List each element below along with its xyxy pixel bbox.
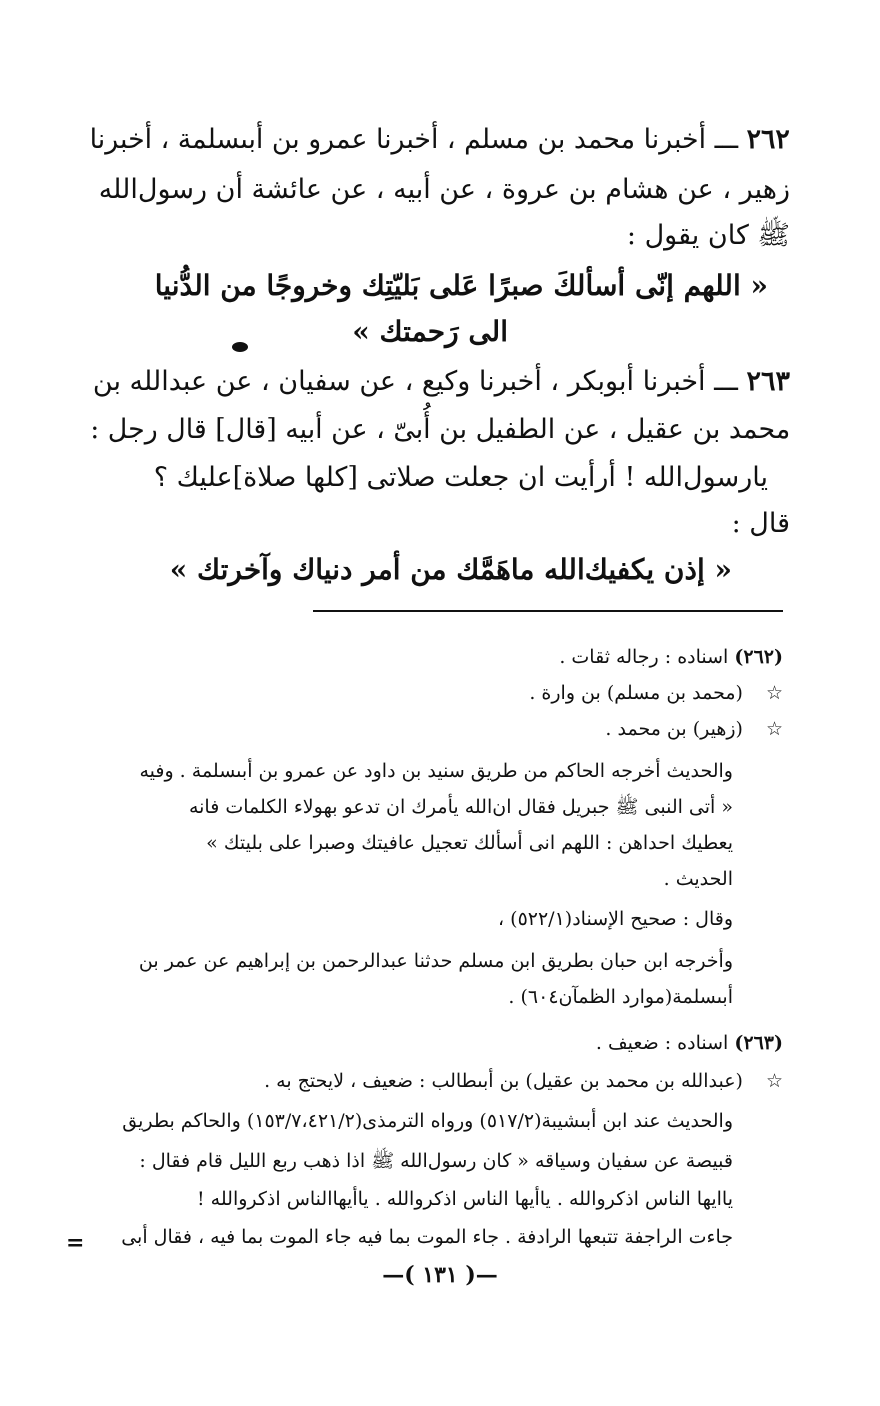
hadith-262-line-3: ﷺ كان يقول : [626,220,790,251]
footnote-262-number: (٢٦٢) [734,646,783,668]
footnote-262-note-2 [605,712,783,746]
footnote-262-note-2-text: (زهير) بن محمد . [605,718,743,740]
star-icon: ☆ [765,682,783,704]
hadith-263-line-4: قال : [731,508,790,539]
separator-dot [232,342,248,352]
hadith-263-line-3: يارسول‌الله ! أرأيت ان جعلت صلاتى [كلها صلاة]عليك ؟ [153,462,768,493]
footnote-262-isnad: اسناده : رجاله ثقات . [559,646,729,668]
footnote-262-text-3: يعطيك احداهن : اللهم انى أسألك تعجيل عافيتك وصبرا على بليتك » [206,832,733,854]
footnote-262-text-1: والحديث أخرجه الحاكم من طريق سنيد بن داود عن عمرو بن أبىسلمة . وفيه [139,760,733,782]
footnote-262-text-7: أبىسلمة(موارد الظمآن٦٠٤) . [508,986,733,1008]
hadith-263-number: ٢٦٣ [746,366,790,397]
star-icon: ☆ [765,718,783,740]
footnote-262-head [559,640,783,674]
footnote-263-text-2: قبيصة عن سفيان وسياقه « كان رسول‌الله ﷺ اذا ذهب ربع الليل قام فقال : [139,1150,733,1172]
hadith-262-text-1: أخبرنا محمد بن مسلم ، أخبرنا عمرو بن أبىسلمة ، أخبرنا [89,124,707,155]
footnote-263-text-4: جاءت الراجفة تتبعها الرادفة . جاء الموت بما فيه جاء الموت بما فيه ، فقال أبى [121,1226,733,1248]
hadith-263-line-2: محمد بن عقيل ، عن الطفيل بن أُبىّ ، عن أبيه [قال] قال رجل : [90,414,790,445]
hadith-262-quote-2: الى رَحمتك » [352,315,508,348]
footnote-262-note-1 [529,676,783,710]
footnote-263-isnad: اسناده : ضعيف . [595,1032,729,1054]
footnote-262-text-4: الحديث . [663,868,733,890]
footnote-262-text-2: « أتى النبى ﷺ جبريل فقال ان‌الله يأمرك ان تدعو بهولاء الكلمات فانه [188,796,733,818]
footnote-separator [313,610,783,612]
hadith-263-quote-1: « إذن يكفيك‌الله ماهَمَّك من أمر دنياك وآخرتك » [169,553,732,586]
hadith-263-dash: ـــ [714,366,738,397]
hadith-262-quote-1: « اللهم إنّى أسألكَ صبرًا عَلى بَليّتِك وخروجًا من الدُّنيا [154,269,768,302]
footnote-263-note-1-text: (عبدالله بن محمد بن عقيل) بن أبىطالب : ضعيف ، لايحتج به . [264,1070,743,1092]
continuation-mark: = [66,1230,85,1256]
hadith-262-line-2: زهير ، عن هشام بن عروة ، عن أبيه ، عن عائشة أن رسول‌الله [98,174,790,205]
footnote-262-text-5: وقال : صحيح الإسناد(٥٢٢/١) ، [497,908,733,930]
hadith-262-dash: ـــ [714,124,739,155]
footnote-263-head [596,1026,783,1060]
star-icon: ☆ [765,1070,783,1092]
footnote-262-note-1-text: (محمد بن مسلم) بن وارة . [529,682,743,704]
footnote-263-text-1: والحديث عند ابن أبىشيبة(٥١٧/٢) ورواه الترمذى(١٥٣/٧،٤٢١/٢) والحاكم بطريق [122,1110,733,1132]
footnote-263-note-1 [264,1064,783,1098]
hadith-263-line-1 [93,358,790,406]
footnote-263-number: (٢٦٣) [734,1032,783,1054]
hadith-263-text-1: أخبرنا أبوبكر ، أخبرنا وكيع ، عن سفيان ، عن عبدالله بن [92,366,706,397]
hadith-262-line-1 [90,116,790,164]
footnote-262-text-6: وأخرجه ابن حبان بطريق ابن مسلم حدثنا عبدالرحمن بن إبراهيم عن عمر بن [138,950,733,972]
footnote-263-text-3: ياايها الناس اذكروالله . ياأيها الناس اذكروالله . ياأيهاالناس اذكروالله ! [197,1188,733,1210]
page-number: —( ١٣١ )— [382,1262,498,1288]
hadith-262-number: ٢٦٢ [746,124,790,155]
